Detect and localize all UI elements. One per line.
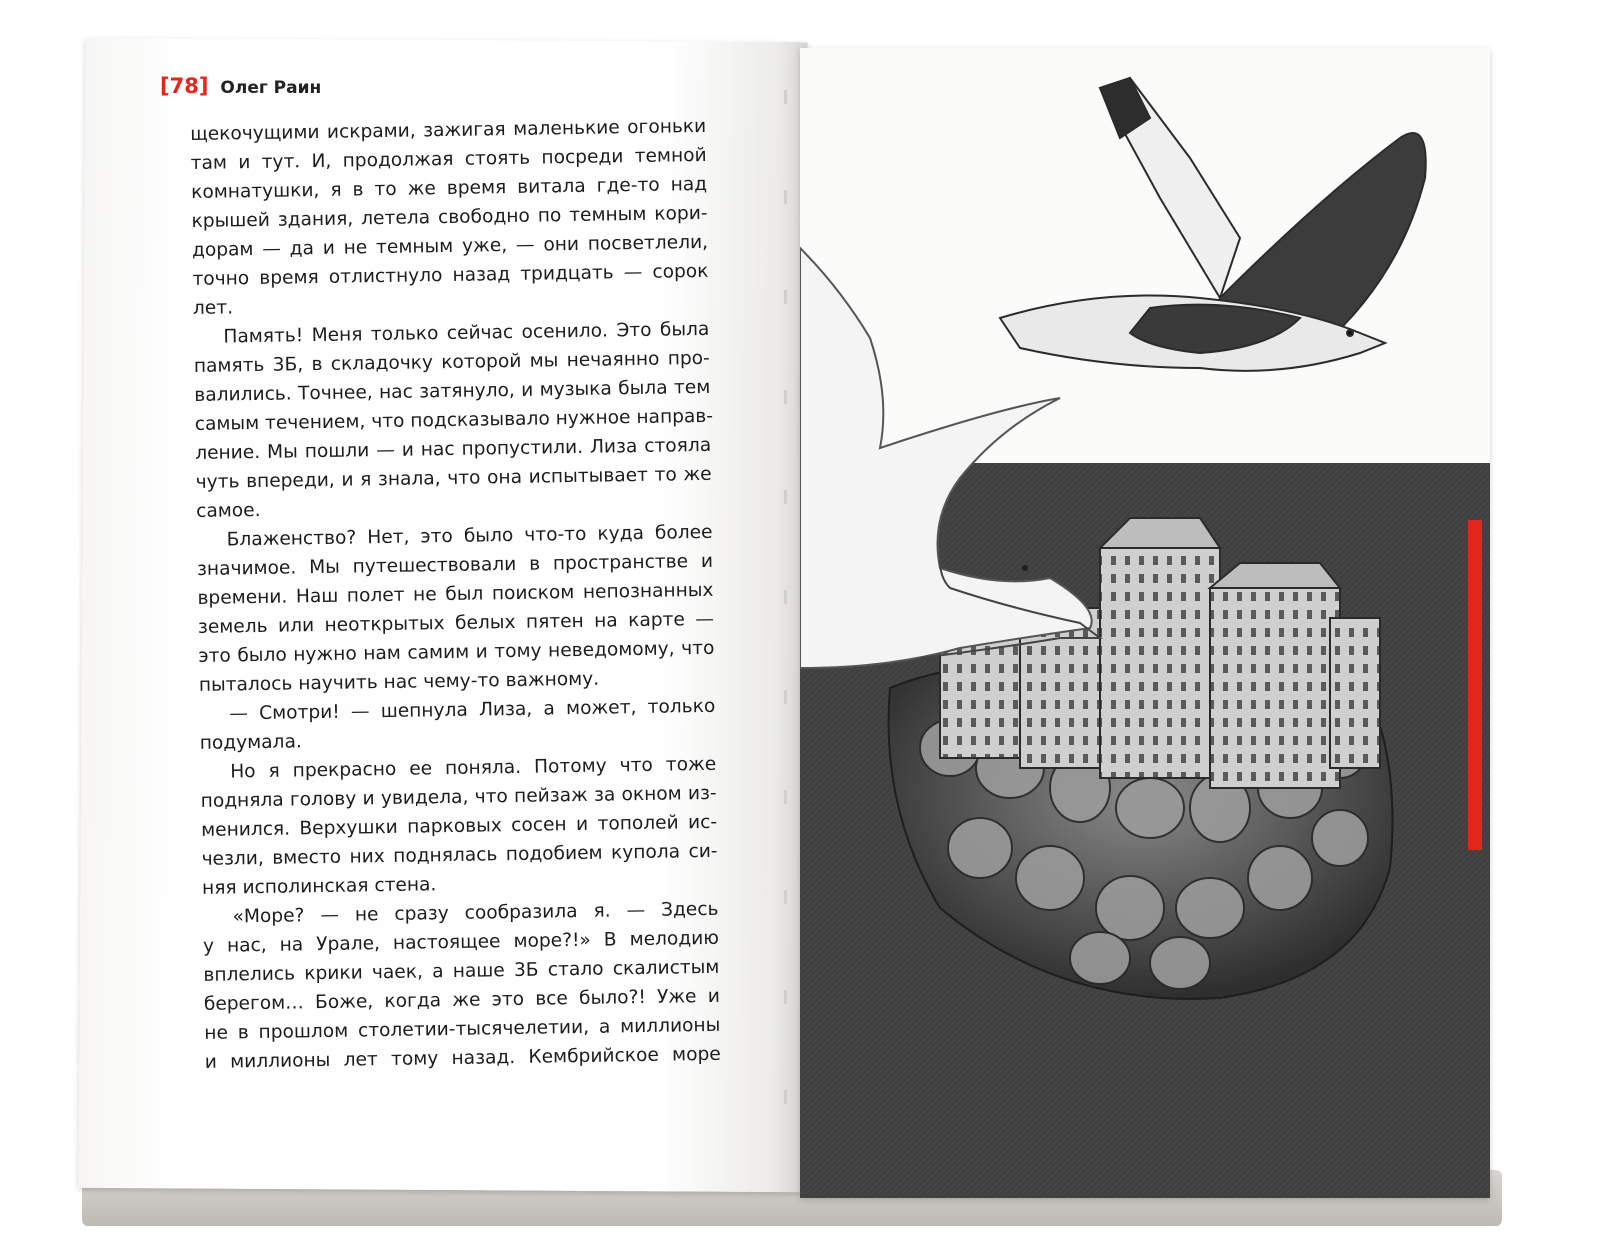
- text-line: времени. Наш полет не был поиском непознанных: [197, 579, 714, 609]
- text-line: менился. Верхушки парковых сосен и тополей ис-: [200, 811, 718, 841]
- running-header: [160, 74, 321, 98]
- binding-holes: [783, 90, 789, 1190]
- text-line: лет.: [192, 297, 234, 319]
- text-line: дорам — да и не темным уже, — они посветлели,: [191, 231, 709, 261]
- text-line: память 3Б, в складочку которой мы нечаянно про-: [193, 347, 710, 377]
- text-line: Блаженство? Нет, это было что-то куда более: [226, 521, 713, 551]
- text-line: чуть впереди, и я знала, что она испытывает то же: [195, 463, 712, 493]
- text-line: Память! Меня только сейчас осенило. Это была: [223, 318, 710, 348]
- text-line: валились. Точнее, нас затянуло, и музыка была тем: [194, 376, 711, 406]
- text-line: комнатушки, я в то же время витала где-то над: [190, 173, 708, 203]
- text-line: точно время отлистнуло назад тридцать — сорок: [192, 260, 709, 290]
- text-line: у нас, на Урале, настоящее море?!» В мелодию: [202, 927, 720, 957]
- text-line: берегом… Боже, когда же это все было?! Уже и: [203, 985, 720, 1015]
- text-line: щекочущими искрами, зажигая маленькие огоньки: [190, 115, 707, 145]
- text-line: «Море? — не сразу сообразила я. — Здесь: [232, 898, 719, 928]
- text-line: самым течением, что подсказывало нужное направ-: [194, 405, 714, 435]
- page-body-text: [190, 112, 721, 1077]
- red-edge-marker: [1468, 520, 1482, 850]
- page-number: [78]: [160, 74, 209, 98]
- text-line: там и тут. И, продолжая стоять посреди темной: [190, 144, 707, 174]
- text-line: крышей здания, летела свободно по темным кори-: [191, 202, 708, 232]
- text-line: земель или неоткрытых белых пятен на карте —: [197, 608, 715, 638]
- text-line: ление. Мы пошли — и нас пропустили. Лиза стояла: [195, 434, 712, 464]
- text-line: Но я прекрасно ее поняла. Потому что тоже: [230, 753, 717, 783]
- text-line: пыталось научить нас чему-то важному.: [198, 668, 600, 696]
- seagulls-island-illustration: [800, 48, 1490, 1198]
- text-line: подняла голову и увидела, что пейзаж за окном из-: [200, 782, 717, 812]
- author-name: Олег Раин: [220, 78, 322, 98]
- text-line: — Смотри! — шепнула Лиза, а может, только: [229, 695, 716, 725]
- text-line: значимое. Мы путешествовали в пространстве и: [196, 550, 714, 580]
- text-line: не в прошлом столетии-тысячелетии, а миллионы: [204, 1014, 721, 1044]
- text-line: няя исполинская стена.: [201, 874, 437, 899]
- right-page: [800, 48, 1490, 1198]
- text-line: это было нужно нам самим и тому неведомому, что: [198, 637, 715, 667]
- text-line: чезли, вместо них поднялась подобием купола си-: [201, 840, 718, 870]
- text-line: вплелись крики чаек, а наше 3Б стало скалистым: [203, 956, 720, 986]
- text-line: самое.: [195, 499, 261, 522]
- text-line: подумала.: [199, 731, 302, 754]
- text-line: и миллионы лет тому назад. Кембрийское море: [204, 1043, 721, 1073]
